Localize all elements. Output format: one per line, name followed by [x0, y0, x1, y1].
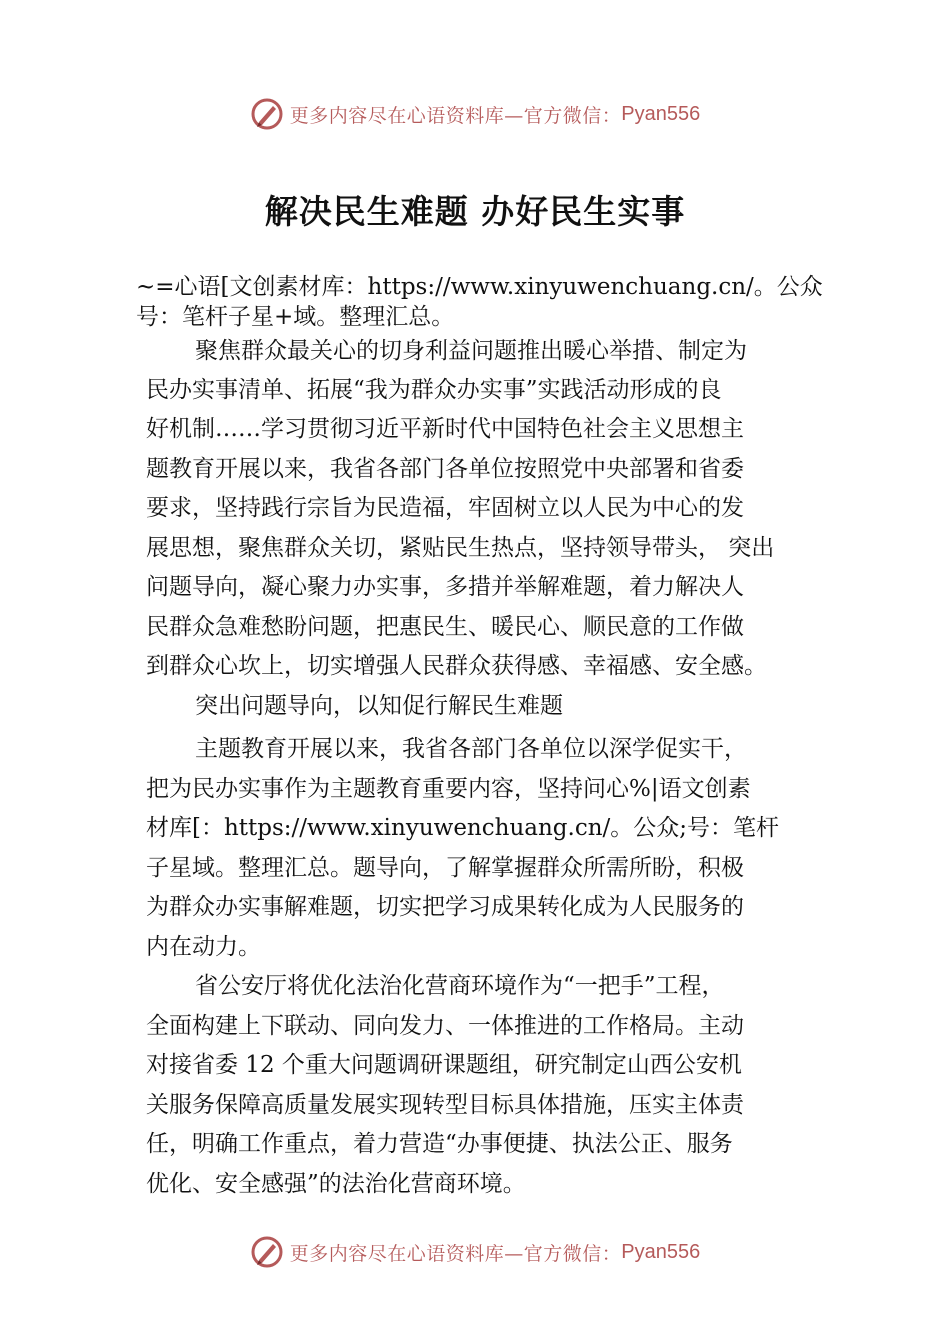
body-line-21: 对接省委 12 个重大问题调研课题组，研究制定山西公安机: [146, 1052, 742, 1078]
body-line-19: 省公安厅将优化法治化营商环境作为“一把手”工程，: [195, 973, 725, 999]
body-line-4: 民办实事清单、拓展“我为群众办实事”实践活动形成的良: [146, 377, 722, 403]
header-banner: [0, 94, 950, 134]
footer-banner: [0, 1232, 950, 1272]
body-line-5: 好机制……学习贯彻习近平新时代中国特色社会主义思想主: [146, 416, 744, 442]
body-line-7: 要求，坚持践行宗旨为民造福，牢固树立以人民为中心的发: [146, 495, 744, 521]
banner-text: 更多内容尽在心语资料库—官方微信：: [289, 1242, 622, 1265]
pen-logo-icon: [250, 97, 284, 131]
body-line-2: 号：笔杆子星+域。整理汇总。: [136, 304, 455, 330]
body-line-11: 到群众心坎上，切实增强人民群众获得感、幸福感、安全感。: [146, 653, 767, 679]
body-line-20: 全面构建上下联动、同向发力、一体推进的工作格局。主动: [146, 1013, 744, 1039]
body-line-1: ~=心语[文创素材库：https://www.xinyuwenchuang.cn/。公众: [136, 274, 823, 300]
body-line-9: 问题导向，凝心聚力办实事，多措并举解难题，着力解决人: [146, 574, 744, 600]
banner-wechat-id: Pyan556: [621, 1240, 701, 1263]
body-line-24: 优化、安全感强”的法治化营商环境。: [146, 1171, 526, 1197]
body-line-17: 为群众办实事解难题，切实把学习成果转化成为人民服务的: [146, 894, 744, 920]
banner-wechat-id: Pyan556: [621, 102, 701, 125]
body-line-15: 材库[：https://www.xinyuwenchuang.cn/。公众;号：笔杆: [146, 815, 780, 841]
body-line-14: 把为民办实事作为主题教育重要内容，坚持问心%|语文创素: [146, 776, 751, 802]
body-line-3: 聚焦群众最关心的切身利益问题推出暖心举措、制定为: [195, 338, 747, 364]
body-line-6: 题教育开展以来，我省各部门各单位按照党中央部署和省委: [146, 456, 744, 482]
body-line-22: 关服务保障高质量发展实现转型目标具体措施，压实主体责: [146, 1092, 744, 1118]
body-line-13: 主题教育开展以来，我省各部门各单位以深学促实干，: [195, 736, 747, 762]
body-line-10: 民群众急难愁盼问题，把惠民生、暖民心、顺民意的工作做: [146, 614, 744, 640]
pen-logo-icon: [250, 1235, 284, 1269]
body-line-16: 子星域。整理汇总。题导向，了解掌握群众所需所盼，积极: [146, 855, 744, 881]
body-line-23: 任，明确工作重点，着力营造“办事便捷、执法公正、服务: [146, 1131, 733, 1157]
page-title: 解决民生难题 办好民生实事: [264, 192, 686, 231]
section-heading: 突出问题导向，以知促行解民生难题: [195, 693, 563, 719]
body-line-8: 展思想，聚焦群众关切，紧贴民生热点，坚持领导带头， 突出: [146, 535, 775, 561]
body-line-18: 内在动力。: [146, 934, 261, 960]
banner-text: 更多内容尽在心语资料库—官方微信：: [289, 104, 622, 127]
